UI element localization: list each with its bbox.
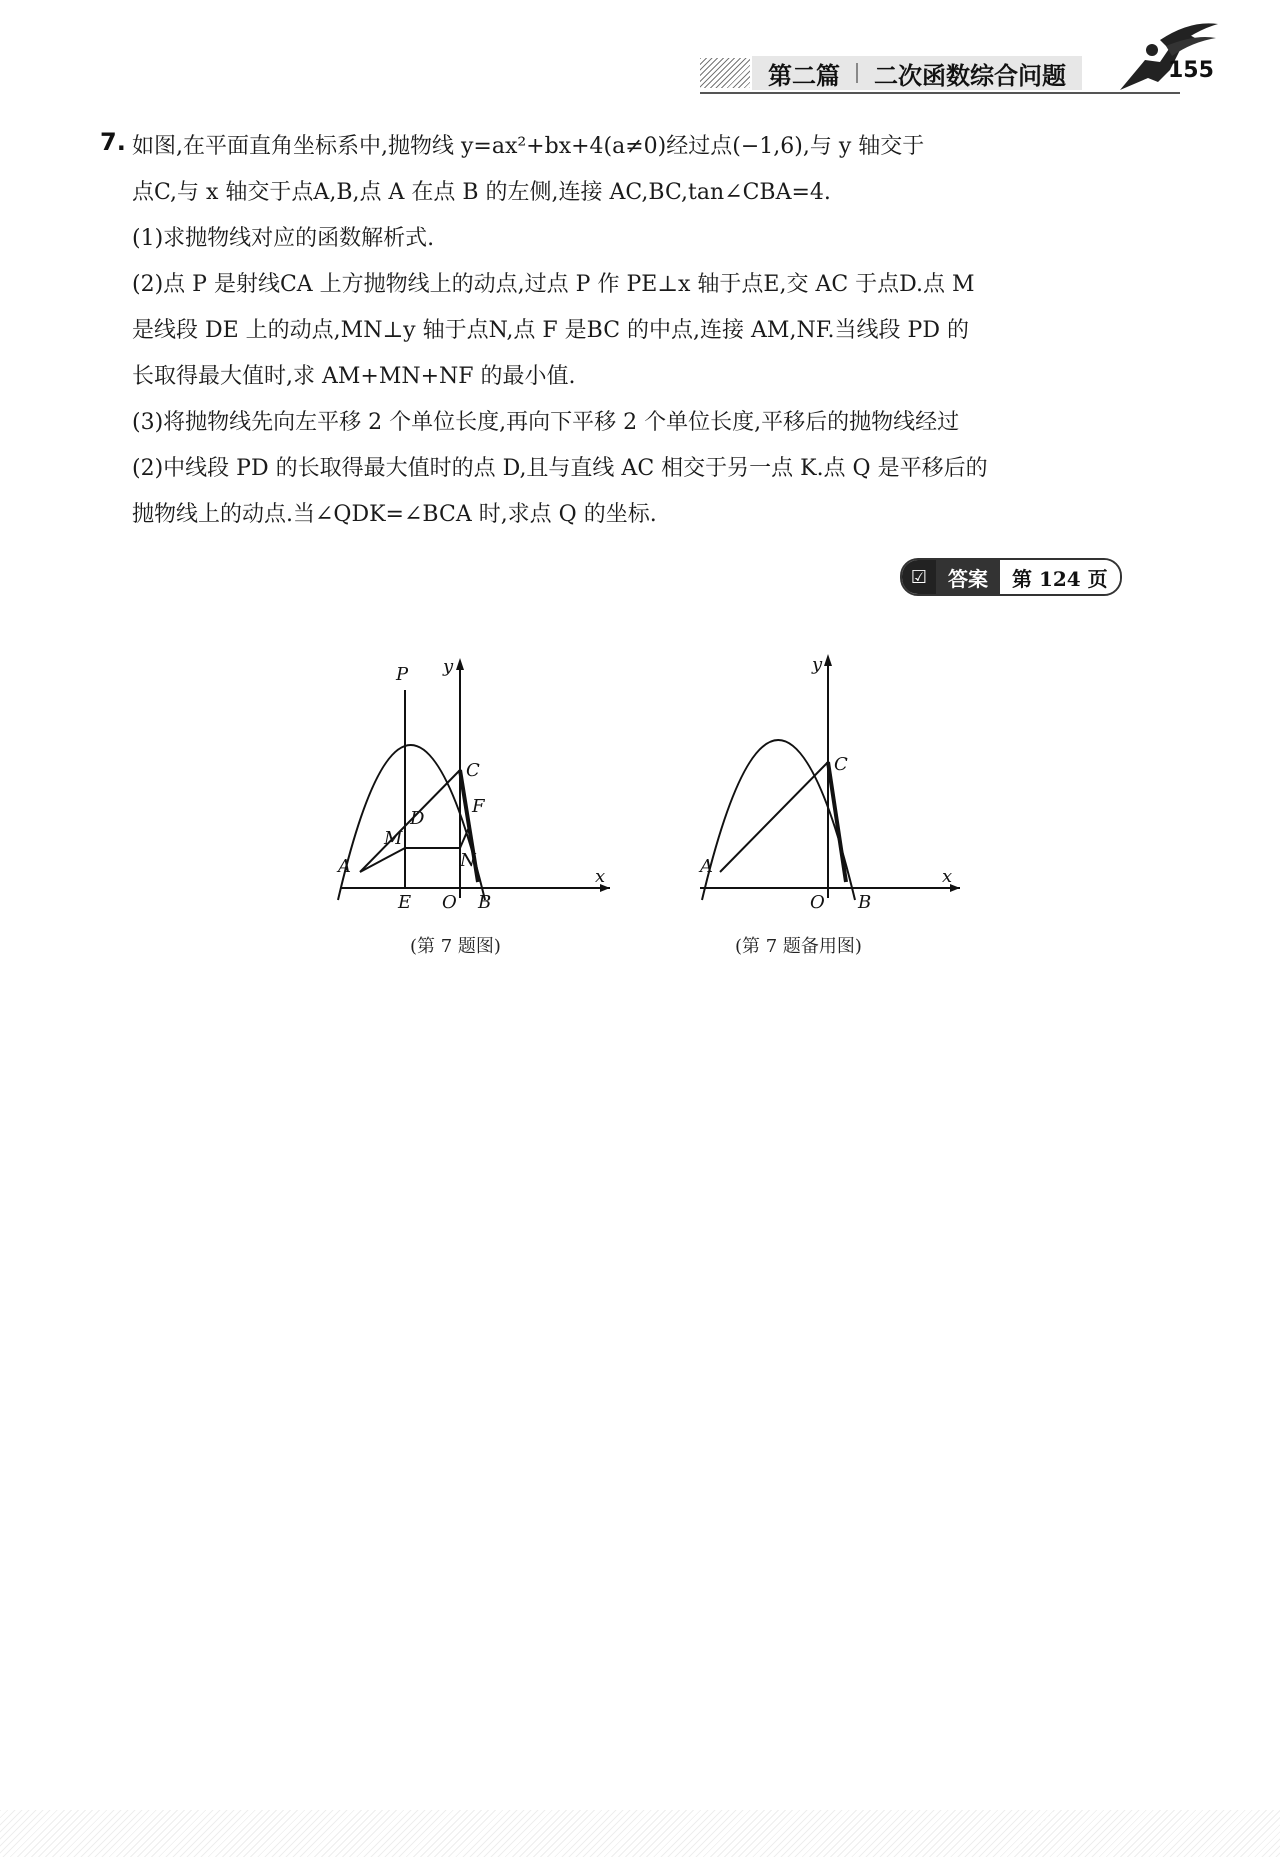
figure1-label-c: C <box>466 760 480 781</box>
figure1-label-b: B <box>478 892 492 910</box>
question-line: (2)点 P 是射线CA 上方抛物线上的动点,过点 P 作 PE⊥x 轴于点E,交 AC 于点D.点 M <box>132 272 975 297</box>
question-line: 是线段 DE 上的动点,MN⊥y 轴于点N,点 F 是BC 的中点,连接 AM,NF.当线段 PD 的 <box>132 318 969 343</box>
question-line: (2)中线段 PD 的长取得最大值时的点 D,且与直线 AC 相交于另一点 K.点 Q 是平移后的 <box>132 456 988 481</box>
figure1-label-x: x <box>595 866 606 887</box>
page-number: 155 <box>1168 58 1214 83</box>
question-line: 抛物线上的动点.当∠QDK=∠BCA 时,求点 Q 的坐标. <box>132 502 657 527</box>
question-text <box>132 124 1162 538</box>
checklist-icon: ☑ <box>902 560 936 594</box>
figure2-label-c: C <box>834 754 848 775</box>
figure1-label-n: N <box>460 850 476 871</box>
bottom-scan-texture <box>0 1810 1280 1857</box>
header-title-bar <box>752 56 1082 90</box>
header-hatch-decoration <box>700 58 750 88</box>
question-line: (3)将抛物线先向左平移 2 个单位长度,再向下平移 2 个单位长度,平移后的抛物线经过 <box>132 410 960 435</box>
figure1-label-m: M <box>384 828 403 849</box>
question-number: 7. <box>100 128 126 156</box>
figure2-label-o: O <box>810 892 825 910</box>
figure1-label-a: A <box>338 856 351 877</box>
figure-backup-diagram <box>690 650 970 910</box>
figure1-label-d: D <box>410 808 425 829</box>
figure1-label-p: P <box>396 664 409 685</box>
header-separator <box>856 63 858 83</box>
figure1-label-f: F <box>472 796 485 817</box>
figure2-caption: (第 7 题备用图) <box>735 936 862 957</box>
section-label: 第二篇 <box>768 61 840 90</box>
figure-main-diagram <box>330 650 620 910</box>
question-line: 点C,与 x 轴交于点A,B,点 A 在点 B 的左侧,连接 AC,BC,tan∠CBA=4. <box>132 180 831 205</box>
question-line: 长取得最大值时,求 AM+MN+NF 的最小值. <box>132 364 576 389</box>
figure2-label-a: A <box>700 856 713 877</box>
answer-reference-badge <box>900 558 1122 596</box>
question-line: (1)求抛物线对应的函数解析式. <box>132 226 435 251</box>
figure1-label-o: O <box>442 892 457 910</box>
figure2-label-b: B <box>858 892 872 910</box>
figure1-label-y: y <box>443 656 454 677</box>
figure2-label-y: y <box>812 654 823 675</box>
chapter-title: 二次函数综合问题 <box>874 61 1066 90</box>
figure1-caption: (第 7 题图) <box>410 936 501 957</box>
answer-page: 第 124 页 <box>1000 560 1120 594</box>
figure2-label-x: x <box>942 866 953 887</box>
figure1-label-e: E <box>398 892 412 910</box>
question-line: 如图,在平面直角坐标系中,抛物线 y=ax²+bx+4(a≠0)经过点(−1,6),与 y 轴交于 <box>132 134 925 159</box>
answer-label: 答案 <box>936 560 1000 594</box>
